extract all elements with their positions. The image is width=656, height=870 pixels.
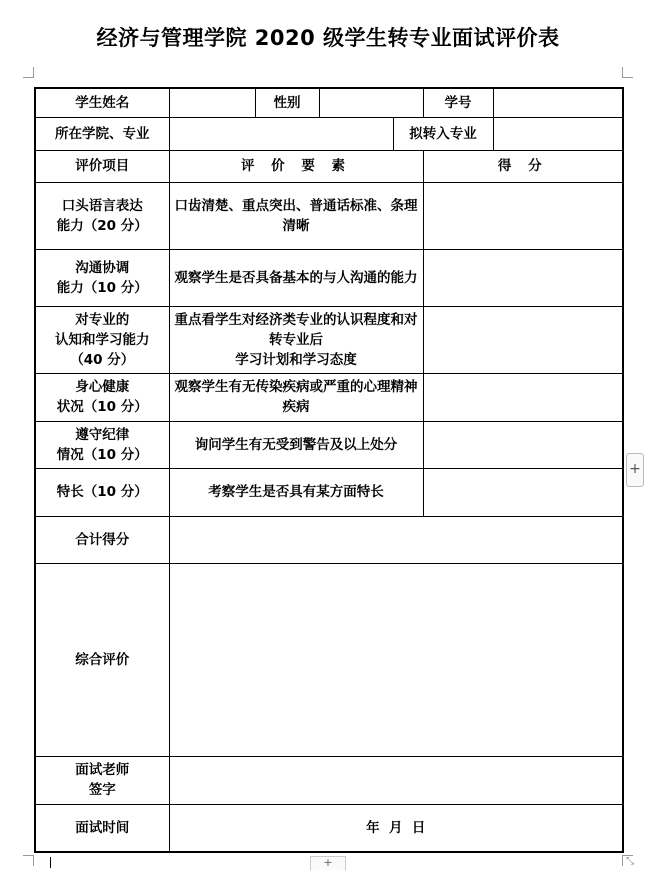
table-row [35, 804, 623, 852]
item-text: 特长（10 分） [56, 484, 148, 500]
gender-cell[interactable] [319, 88, 423, 117]
item-text: 能力（20 分） [56, 217, 148, 234]
element-text: 学习计划和学习态度 [235, 351, 357, 368]
column-header-item: 评价项目 [35, 150, 169, 182]
element-text: 考察学生是否具有某方面特长 [208, 484, 384, 500]
overall-evaluation-cell[interactable] [169, 563, 623, 756]
element-text: 询问学生有无受到警告及以上处分 [194, 436, 398, 453]
student-name-label: 学生姓名 [35, 88, 169, 117]
score-cell[interactable] [423, 373, 623, 421]
margin-corner-mark [622, 67, 633, 78]
add-row-button[interactable]: + [310, 856, 346, 870]
element-cell [169, 468, 423, 516]
score-cell[interactable] [423, 249, 623, 306]
table-row [35, 182, 623, 249]
evaluation-table [34, 87, 624, 853]
table-row [35, 249, 623, 306]
gender-label: 性别 [255, 88, 319, 117]
item-cell [35, 306, 169, 373]
college-major-cell[interactable] [169, 117, 393, 150]
target-major-label: 拟转入专业 [393, 117, 493, 150]
element-cell [169, 421, 423, 468]
item-text: 能力（10 分） [56, 279, 148, 296]
item-cell [35, 373, 169, 421]
element-cell [169, 306, 423, 373]
item-cell [35, 421, 169, 468]
signature-text: 面试老师 [75, 762, 130, 778]
table-row [35, 373, 623, 421]
overall-evaluation-label: 综合评价 [35, 563, 169, 756]
score-cell[interactable] [423, 468, 623, 516]
table-row [35, 563, 623, 756]
text-cursor [50, 857, 51, 868]
table-row [35, 468, 623, 516]
table-resize-icon[interactable]: ⤡ [626, 856, 634, 867]
item-text: 对专业的 [75, 311, 130, 328]
element-cell [169, 373, 423, 421]
signature-cell[interactable] [169, 756, 623, 804]
item-text: 身心健康 [75, 379, 130, 395]
student-name-cell[interactable] [169, 88, 255, 117]
score-cell[interactable] [423, 182, 623, 249]
column-header-elements: 评 价 要 素 [169, 150, 423, 182]
element-cell [169, 249, 423, 306]
table-header-row [35, 150, 623, 182]
table-row [35, 306, 623, 373]
item-cell [35, 468, 169, 516]
total-score-label: 合计得分 [35, 516, 169, 563]
target-major-cell[interactable] [493, 117, 623, 150]
item-text: 认知和学习能力 [55, 331, 150, 348]
item-text: 情况（10 分） [56, 446, 148, 463]
signature-text: 签字 [88, 782, 116, 798]
page-title: 经济与管理学院 2020 级学生转专业面试评价表 [96, 26, 560, 50]
signature-label [35, 756, 169, 804]
item-cell [35, 182, 169, 249]
item-text: 状况（10 分） [56, 399, 148, 415]
element-cell [169, 182, 423, 249]
interview-time-label: 面试时间 [35, 804, 169, 852]
total-score-cell[interactable] [169, 516, 623, 563]
item-text: 遵守纪律 [75, 426, 130, 443]
item-text: 沟通协调 [75, 259, 130, 276]
student-id-cell[interactable] [493, 88, 623, 117]
college-major-label: 所在学院、专业 [35, 117, 169, 150]
table-row [35, 516, 623, 563]
margin-corner-mark [23, 67, 34, 78]
student-id-label: 学号 [423, 88, 493, 117]
table-row [35, 756, 623, 804]
element-text: 观察学生是否具备基本的与人沟通的能力 [174, 269, 418, 286]
score-cell[interactable] [423, 421, 623, 468]
item-text: （40 分） [70, 351, 135, 368]
margin-corner-mark [23, 855, 34, 866]
score-cell[interactable] [423, 306, 623, 373]
table-row [35, 88, 623, 117]
element-text: 重点看学生对经济类专业的认识程度和对转专业后 [174, 311, 418, 348]
item-text: 口头语言表达 [61, 197, 143, 214]
item-cell [35, 249, 169, 306]
table-row [35, 421, 623, 468]
column-header-score: 得 分 [423, 150, 623, 182]
add-column-button[interactable]: + [626, 453, 644, 487]
element-text: 观察学生有无传染疾病或严重的心理精神疾病 [174, 379, 418, 415]
element-text: 口齿清楚、重点突出、普通话标准、条理清晰 [174, 197, 418, 234]
table-row [35, 117, 623, 150]
interview-date-cell[interactable]: 年 月 日 [169, 804, 623, 852]
